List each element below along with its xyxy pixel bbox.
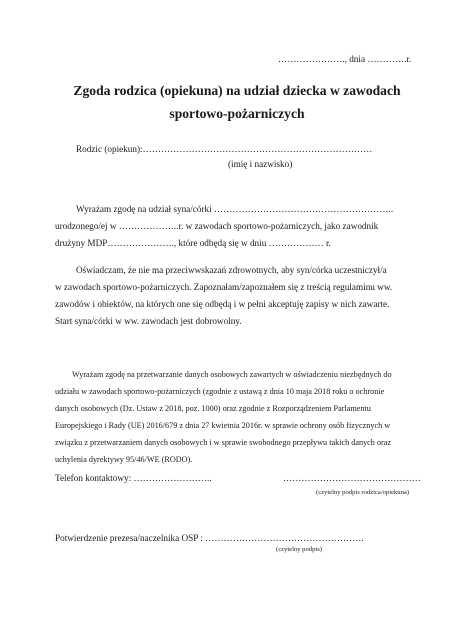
gdpr-paragraph-line: danych osobowych (Dz. Ustaw z 2018, poz. 1000) oraz zgodnie z Rozporządzeniem Parlamentu [55, 404, 371, 413]
consent-paragraph-line: Wyrażam zgodę na udział syna/córki ………………………………………………….. [76, 204, 394, 214]
consent-paragraph-line: drużyny MDP…………………., które odbędą się w dniu ……………… r. [55, 238, 331, 248]
gdpr-paragraph-line: Europejskiego i Rady (UE) 2016/679 z dnia 27 kwietnia 2016r. w sprawie ochrony osób fizycznych w [55, 421, 391, 430]
place-date-field: …………………., dnia ………….r. [278, 54, 412, 64]
document-title-line-2: sportowo-pożarniczych [169, 106, 305, 121]
declaration-paragraph-line: Oświadczam, że nie ma przeciwwskazań zdrowotnych, aby syn/córka uczestniczył/a [76, 265, 387, 275]
phone-field: Telefon kontaktowy: …………………….. [55, 473, 212, 483]
document-title-line-1: Zgoda rodzica (opiekuna) na udział dziecka w zawodach [73, 83, 401, 98]
parent-signature-line: ……………………………………… [283, 473, 421, 483]
gdpr-paragraph-line: udziału w zawodach sportowo-pożarniczych (zgodnie z ustawą z dnia 10 maja 2018 roku o ochronie [55, 387, 385, 396]
parent-name-caption: (imię i nazwisko) [228, 159, 293, 169]
declaration-paragraph-line: Start syna/córki w ww. zawodach jest dobrowolny. [55, 316, 242, 326]
parent-name-field: Rodzic (opiekun):………………………………………………………………… [76, 144, 373, 154]
declaration-paragraph-line: zawodów i obiektów, na których one się odbędą i w pełni akceptuję zapisy w nich zawarte. [55, 299, 390, 309]
gdpr-paragraph-line: związku z przetwarzaniem danych osobowych i w sprawie swobodnego przepływu takich danych oraz [55, 438, 392, 447]
gdpr-paragraph-line: Wyrażam zgodę na przetwarzanie danych osobowych zawartych w oświadczeniu niezbędnych do [72, 370, 392, 379]
gdpr-paragraph-line: uchylenia dyrektywy 95/46/WE (RODO). [55, 455, 193, 464]
osp-signature-caption: (czytelny podpis) [276, 546, 322, 553]
consent-paragraph-line: urodzonego/ej w ………………..r. w zawodach sportowo-pożarniczych, jako zawodnik [55, 221, 379, 231]
parent-signature-caption: (czytelny podpis rodzica/opiekuna) [316, 489, 410, 496]
declaration-paragraph-line: w zawodach sportowo-pożarniczych. Zapoznałam/zapoznałem się z treścią regulaminu ww. [55, 282, 393, 292]
osp-confirmation-field: Potwierdzenie prezesa/naczelnika OSP : ……………………………………………. [55, 533, 364, 543]
